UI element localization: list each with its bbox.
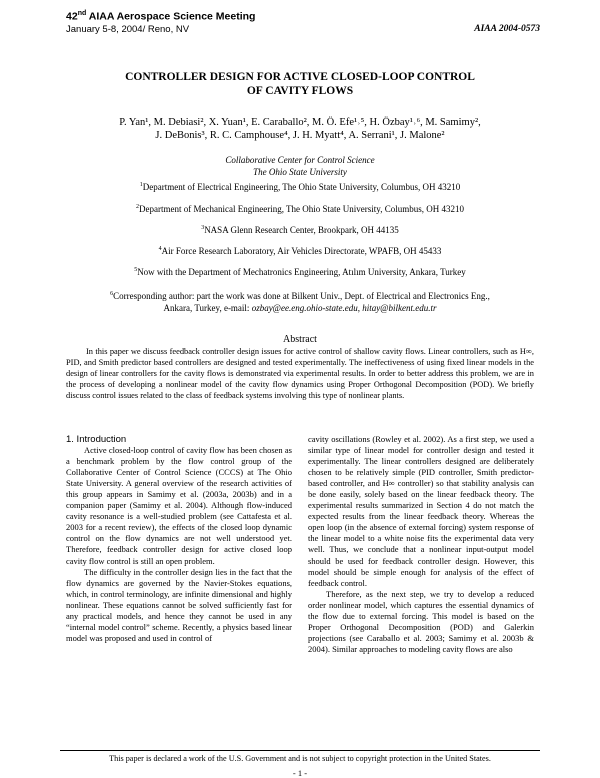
abstract-heading: Abstract xyxy=(283,334,317,345)
body-column-left xyxy=(66,434,292,644)
paragraph: cavity oscillations (Rowley et al. 2002). As a first step, we used a similar type of linear model for controller design and tested it experimentally. The linear controllers designed are deliberately chosen to be relatively simple (PID controller, Smith predictor-based controller, and H∞ controller) so that stability analysis can be done easily, solely based on the linear feedback theory. The experimental results summarized in Section 4 do not match the expected results from the linear feedback theory. Whereas the open loop (in the absence of external forcing) system response of the linear model to a white noise fits the experimental data very well. Thus, we conclude that a nonlinear input-output model should be used for feedback controller design. However, this model should be simple enough for analysis of the effect of feedback control. xyxy=(308,434,534,588)
affiliation-1: $^1$Department of Electrical Engineering, The Ohio State University, Columbus, OH 43210 xyxy=(139,182,461,192)
paragraph: The difficulty in the controller design lies in the fact that the flow dynamics are governed by the Navier-Stokes equations, which, in control terminology, are infinite dimensional and highly nonlinear. These equations cannot be solved sufficiently fast for any practical models, and hence they cannot be used in any “internal model control” scheme. Recently, a physics based linear model was proposed and used in control of xyxy=(66,566,292,643)
affiliation-5: $^5$Now with the Department of Mechatronics Engineering, Atılım University, Ankara, Turkey xyxy=(134,267,466,277)
corresponding-note: Corresponding author: part the work was done at Bilkent Univ., Dept. of Electrical and Electronics Eng., xyxy=(113,291,490,301)
institution xyxy=(60,154,540,178)
authors-line-1: P. Yan¹, M. Debiasi², X. Yuan¹, E. Caraballo², M. Ö. Efe¹˒⁵, H. Özbay¹˒⁶, M. Samimy², xyxy=(119,117,481,128)
title-line-2: OF CAVITY FLOWS xyxy=(246,85,354,97)
body-column-right xyxy=(308,434,534,655)
copyright-note: This paper is declared a work of the U.S. Government and is not subject to copyright protection in the United States. xyxy=(109,754,491,763)
title-line-1: CONTROLLER DESIGN FOR ACTIVE CLOSED-LOOP CONTROL xyxy=(125,71,475,83)
email-addresses[interactable]: ozbay@ee.eng.ohio-state.edu, hitay@bilkent.edu.tr xyxy=(251,303,437,313)
affiliation-6: $^6$Corresponding author: part the work was done at Bilkent Univ., Dept. of Electrical and Electronics Eng., Ankara, Turkey, e-mail: ozbay@ee.eng.ohio-state.edu, hitay@bilkent.edu.tr xyxy=(110,291,490,313)
institution-line-1: Collaborative Center for Control Science xyxy=(225,155,375,165)
footer-rule xyxy=(60,750,540,751)
paragraph: Active closed-loop control of cavity flow has been chosen as a benchmark problem by the flow control group of the Collaborative Center of Control Science (CCCS) at The Ohio State University. A general overview of the research activities of this group appears in Samimy et al. (2003a, 2003b) and in a companion paper (Samimy et al. 2004). Although flow-induced cavity resonance is a well-studied problem (see Cattafesta et al. 2003 for a recent review), the effects of the closed loop dynamic control on the flow dynamics are not well understood yet. Therefore, feedback controller design for active closed loop cavity flow control is still an open problem. xyxy=(66,445,292,566)
paragraph: Therefore, as the next step, we try to develop a reduced order nonlinear model, which captures the essential dynamics of the flow due to external forcing. This model is based on the Proper Orthogonal Decomposition (POD) and Galerkin projections (see Caraballo et al. 2003; Samimy et al. 2003b & 2004). Similar approaches to modeling cavity flows are also xyxy=(308,588,534,654)
conference-name: 42nd AIAA Aerospace Science Meeting xyxy=(66,10,256,23)
affiliation-2: $^2$Department of Mechanical Engineering, The Ohio State University, Columbus, OH 43210 xyxy=(136,204,464,214)
author-list xyxy=(60,116,540,142)
affiliation-3: $^3$NASA Glenn Research Center, Brookpark, OH 44135 xyxy=(201,225,399,235)
page-number: - 1 - xyxy=(292,768,308,778)
abstract-text: In this paper we discuss feedback controller design issues for active control of shallow cavity flows. Linear controllers, such as H∞, PID, and Smith predictor based controllers are designed and tested experimentally. The ineffectiveness of using fixed linear models in the design of linear controllers for the cavity flows is demonstrated via experimental results. In order to better address this problem, we are in the process of developing a nonlinear model of the cavity flow dynamics using Proper Orthogonal Decomposition (POD). We briefly discuss control issues related to the class of feedback systems involving this type of nonlinear plants. xyxy=(66,347,534,401)
paper-id: AIAA 2004-0573 xyxy=(474,24,540,34)
paper-title xyxy=(60,70,540,98)
conference-date: January 5-8, 2004/ Reno, NV xyxy=(66,24,190,35)
authors-line-2: J. DeBonis³, R. C. Camphouse⁴, J. H. Myatt⁴, A. Serrani¹, J. Malone² xyxy=(155,130,445,141)
affiliation-4: $^4$Air Force Research Laboratory, Air Vehicles Directorate, WPAFB, OH 45433 xyxy=(158,246,442,256)
institution-line-2: The Ohio State University xyxy=(253,167,347,177)
section-heading: 1. Introduction xyxy=(66,434,127,445)
